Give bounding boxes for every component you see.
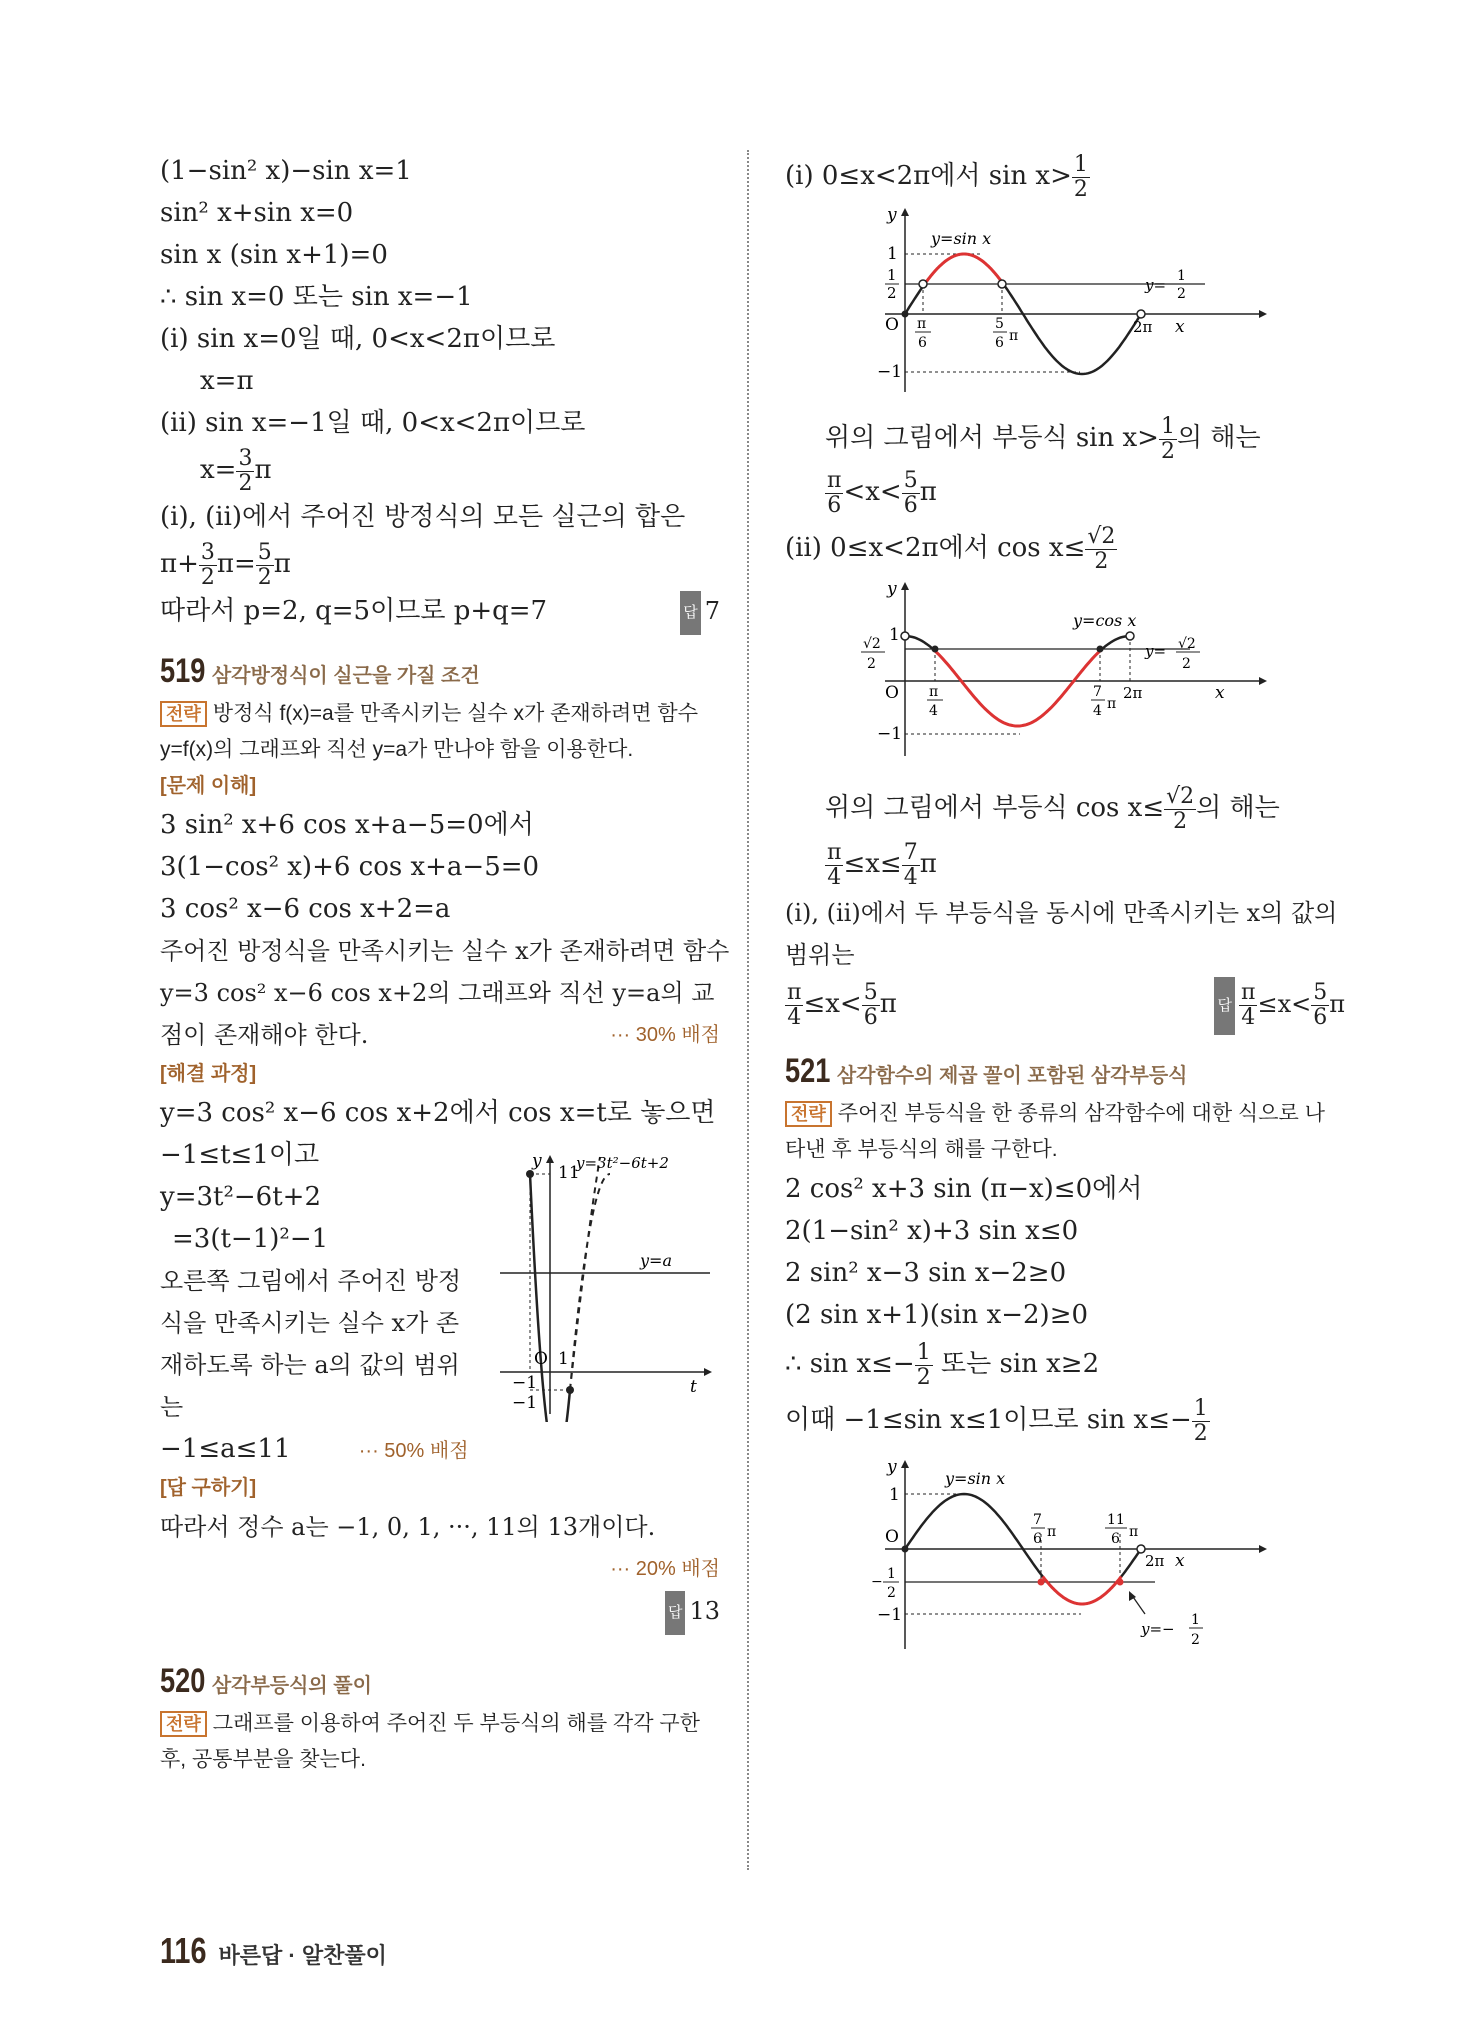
final-518: 따라서 p=2, q=5이므로 p+q=7 답 7: [160, 590, 720, 632]
svg-text:7: 7: [1093, 684, 1102, 700]
svg-text:4: 4: [929, 703, 938, 719]
eq-line: ∴ sin x=0 또는 sin x=−1: [160, 282, 473, 312]
svg-text:O: O: [885, 315, 899, 335]
column-divider: [747, 150, 749, 1870]
eq-x-three-halves-pi: x= $\frac{3}{2}$ π: [200, 445, 272, 496]
svg-text:2π: 2π: [1133, 318, 1153, 336]
svg-text:1: 1: [1177, 268, 1186, 284]
svg-text:y=: y=: [1145, 642, 1167, 660]
graph-line-label: y=a: [640, 1251, 672, 1270]
graph-label-11: 11: [558, 1163, 580, 1183]
svg-text:1: 1: [887, 1566, 896, 1582]
svg-text:1: 1: [889, 1485, 900, 1505]
common-solution: $\frac{\pi}{4}$ ≤x< $\frac{5}{6}$ π 답 $\frac{\pi}{4}$ ≤x< $\frac{5}{6}$ π: [785, 976, 1345, 1032]
text-line: 는: [160, 1393, 184, 1421]
svg-text:√2: √2: [863, 636, 881, 652]
svg-text:y=sin x: y=sin x: [945, 1469, 1006, 1488]
svg-text:5: 5: [995, 316, 1004, 332]
common-line-2: 범위는: [785, 941, 855, 969]
svg-text:y: y: [887, 579, 897, 599]
graph-sine-1: [845, 202, 1285, 402]
svg-text:−: −: [871, 1574, 883, 1590]
text-line: y=3 cos² x−6 cos x+2의 그래프와 직선 y=a의 교: [160, 979, 715, 1007]
svg-text:x: x: [1175, 1551, 1185, 1571]
page-footer: [160, 1930, 387, 1972]
svg-text:π: π: [929, 684, 939, 700]
svg-text:−1: −1: [877, 362, 903, 382]
svg-text:π: π: [1009, 328, 1019, 344]
strategy-519: 전략 방정식 f(x)=a를 만족시키는 실수 x가 존재하려면 함수 y=f(x)의 그래프와 직선 y=a가 만나야 함을 이용한다.: [160, 702, 698, 761]
svg-text:−1: −1: [877, 1605, 903, 1625]
process-block: [160, 1092, 720, 1470]
text-line: 주어진 방정식을 만족시키는 실수 x가 존재하려면 함수: [160, 937, 730, 965]
score-20: ··· 20% 배점: [610, 1558, 720, 1580]
svg-text:π: π: [1107, 696, 1117, 712]
text-line: 오른쪽 그림에서 주어진 방정: [160, 1267, 462, 1295]
t-axis-arrow: [704, 1368, 712, 1376]
svg-text:y: y: [887, 1457, 897, 1477]
result2: 위의 그림에서 부등식 cos x≤ $\frac{√2}{2}$ 의 해는: [825, 783, 1280, 834]
tag-answer: [답 구하기]: [160, 1477, 257, 1499]
svg-text:2: 2: [1177, 286, 1186, 302]
strategy-521: 전략 주어진 부등식을 한 종류의 삼각함수에 대한 식으로 나타낸 후 부등식의 해를 구한다.: [785, 1102, 1325, 1161]
svg-text:−1: −1: [877, 724, 903, 744]
svg-text:x: x: [1215, 683, 1225, 703]
case2-heading: (ⅱ) 0≤x<2π에서 cos x≤ $\frac{√2}{2}$: [785, 523, 1116, 574]
eq-line: (2 sin x+1)(sin x−2)≥0: [785, 1300, 1089, 1330]
svg-text:1: 1: [1191, 1612, 1200, 1628]
eq-line: 2(1−sin² x)+3 sin x≤0: [785, 1216, 1079, 1246]
graph-label-1: 1: [558, 1349, 569, 1369]
eq-line: =3(t−1)²−1: [172, 1224, 329, 1254]
then-line: 이때 −1≤sin x≤1이므로 sin x≤− $\frac{1}{2}$: [785, 1395, 1208, 1446]
text-line: 점이 존재해야 한다. ··· 30% 배점: [160, 1014, 720, 1056]
svg-text:11: 11: [1107, 1512, 1125, 1528]
svg-text:6: 6: [918, 335, 927, 351]
svg-text:2: 2: [887, 1585, 896, 1601]
therefore-line: ∴ sin x≤− $\frac{1}{2}$ 또는 sin x≥2: [785, 1339, 1100, 1390]
score-line: [160, 1548, 720, 1590]
svg-text:y=: y=: [1145, 276, 1167, 294]
eq-line: 2 cos² x+3 sin (π−x)≤0에서: [785, 1174, 1143, 1204]
graph-sine-2: [845, 1454, 1285, 1654]
svg-text:2: 2: [1182, 656, 1191, 672]
answer-519: 답 13: [665, 1590, 720, 1635]
eq-line: (1−sin² x)−sin x=1: [160, 156, 412, 186]
svg-text:y=sin x: y=sin x: [931, 229, 992, 248]
svg-text:2: 2: [867, 656, 876, 672]
svg-text:π: π: [1047, 1524, 1057, 1540]
case1-heading: (ⅰ) 0≤x<2π에서 sin x> $\frac{1}{2}$: [785, 151, 1088, 202]
svg-text:2π: 2π: [1145, 1552, 1165, 1570]
svg-text:π: π: [917, 316, 927, 332]
eq-line: (ⅰ) sin x=0일 때, 0<x<2π이므로: [160, 324, 556, 354]
text-line: 식을 만족시키는 실수 x가 존: [160, 1309, 460, 1337]
eq-line: sin² x+sin x=0: [160, 198, 354, 228]
svg-text:√2: √2: [1178, 636, 1196, 652]
section-520-header: 520 삼각부등식의 풀이: [160, 1662, 372, 1700]
eq-line: y=3t²−6t+2: [160, 1182, 321, 1212]
text-line: 재하도록 하는 a의 값의 범위: [160, 1351, 460, 1379]
svg-text:2π: 2π: [1123, 684, 1143, 702]
graph-label-t: t: [690, 1377, 697, 1397]
eq-line: 3(1−cos² x)+6 cos x+a−5=0: [160, 852, 540, 882]
svg-text:2: 2: [887, 284, 897, 302]
svg-text:4: 4: [1093, 703, 1102, 719]
graph-label-m1-y: −1: [512, 1393, 538, 1413]
eq-line: −1≤a≤11 ··· 50% 배점: [160, 1434, 469, 1464]
graph-curve-label: y=3t²−6t+2: [576, 1154, 669, 1172]
common-line-1: (ⅰ), (ⅱ)에서 두 부등식을 동시에 만족시키는 x의 값의: [785, 899, 1338, 927]
svg-text:x: x: [1175, 317, 1185, 337]
svg-text:y=cos x: y=cos x: [1073, 611, 1137, 630]
book-title: 바른답 · 알찬풀이: [218, 1943, 387, 1968]
sum-intro: (ⅰ), (ⅱ)에서 주어진 방정식의 모든 실근의 합은: [160, 502, 686, 532]
graph-parabola: [500, 1152, 720, 1422]
sum-equation: π+ $\frac{3}{2}$ π= $\frac{5}{2}$ π: [160, 539, 291, 590]
graph-cosine: [845, 576, 1285, 766]
svg-text:2: 2: [1191, 1632, 1200, 1648]
eq-line: sin x (sin x+1)=0: [160, 240, 388, 270]
svg-text:6: 6: [1111, 1531, 1120, 1547]
eq-line: 3 sin² x+6 cos x+a−5=0에서: [160, 810, 534, 840]
eq-line: (ⅱ) sin x=−1일 때, 0<x<2π이므로: [160, 408, 586, 438]
final-519: 따라서 정수 a는 −1, 0, 1, ···, 11의 13개이다.: [160, 1513, 656, 1541]
page-number: 116: [160, 1930, 207, 1971]
svg-text:1: 1: [887, 244, 898, 264]
eq-line: 3 cos² x−6 cos x+2=a: [160, 894, 451, 924]
answer-518: 답 7: [680, 590, 720, 635]
solution2: $\frac{\pi}{4}$ ≤x≤ $\frac{7}{4}$ π: [827, 839, 937, 890]
graph-label-m1-t: −1: [512, 1373, 538, 1393]
svg-text:6: 6: [1033, 1531, 1042, 1547]
answer-520: 답 $\frac{\pi}{4}$ ≤x< $\frac{5}{6}$ π: [1214, 976, 1345, 1035]
y-axis-arrow: [546, 1155, 554, 1163]
eq-line: −1≤t≤1이고: [160, 1140, 320, 1170]
score-30: ··· 30% 배점: [610, 1024, 720, 1046]
section-521-header: 521 삼각함수의 제곱 꼴이 포함된 삼각부등식: [785, 1052, 1188, 1090]
svg-text:1: 1: [887, 266, 897, 284]
svg-text:1: 1: [889, 625, 900, 645]
eq-line: x=π: [200, 366, 254, 396]
svg-text:6: 6: [995, 335, 1004, 351]
tag-process: [해결 과정]: [160, 1063, 257, 1085]
svg-text:O: O: [885, 683, 899, 703]
section-519-header: 519 삼각방정식이 실근을 가질 조건: [160, 652, 480, 690]
solution1: $\frac{\pi}{6}$ <x< $\frac{5}{6}$ π: [827, 467, 937, 518]
eq-line: y=3 cos² x−6 cos x+2에서 cos x=t로 놓으면: [160, 1098, 716, 1128]
graph-label-O: O: [534, 1349, 548, 1369]
svg-text:π: π: [1129, 1524, 1139, 1540]
svg-text:y=−: y=−: [1141, 1620, 1175, 1638]
score-50: ··· 50% 배점: [358, 1440, 469, 1462]
svg-text:7: 7: [1033, 1512, 1042, 1528]
left-column: [160, 150, 730, 1778]
right-column: [785, 150, 1345, 1654]
strategy-520: 전략 그래프를 이용하여 주어진 두 부등식의 해를 각각 구한 후, 공통부분을 찾는다.: [160, 1712, 700, 1771]
result1: 위의 그림에서 부등식 sin x> $\frac{1}{2}$ 의 해는: [825, 413, 1261, 464]
eq-line: 2 sin² x−3 sin x−2≥0: [785, 1258, 1067, 1288]
answer-line-519: [160, 1590, 720, 1632]
graph-label-y: y: [532, 1152, 542, 1171]
tag-understand: [문제 이해]: [160, 775, 257, 797]
svg-text:y: y: [887, 205, 897, 225]
svg-text:O: O: [885, 1527, 899, 1547]
